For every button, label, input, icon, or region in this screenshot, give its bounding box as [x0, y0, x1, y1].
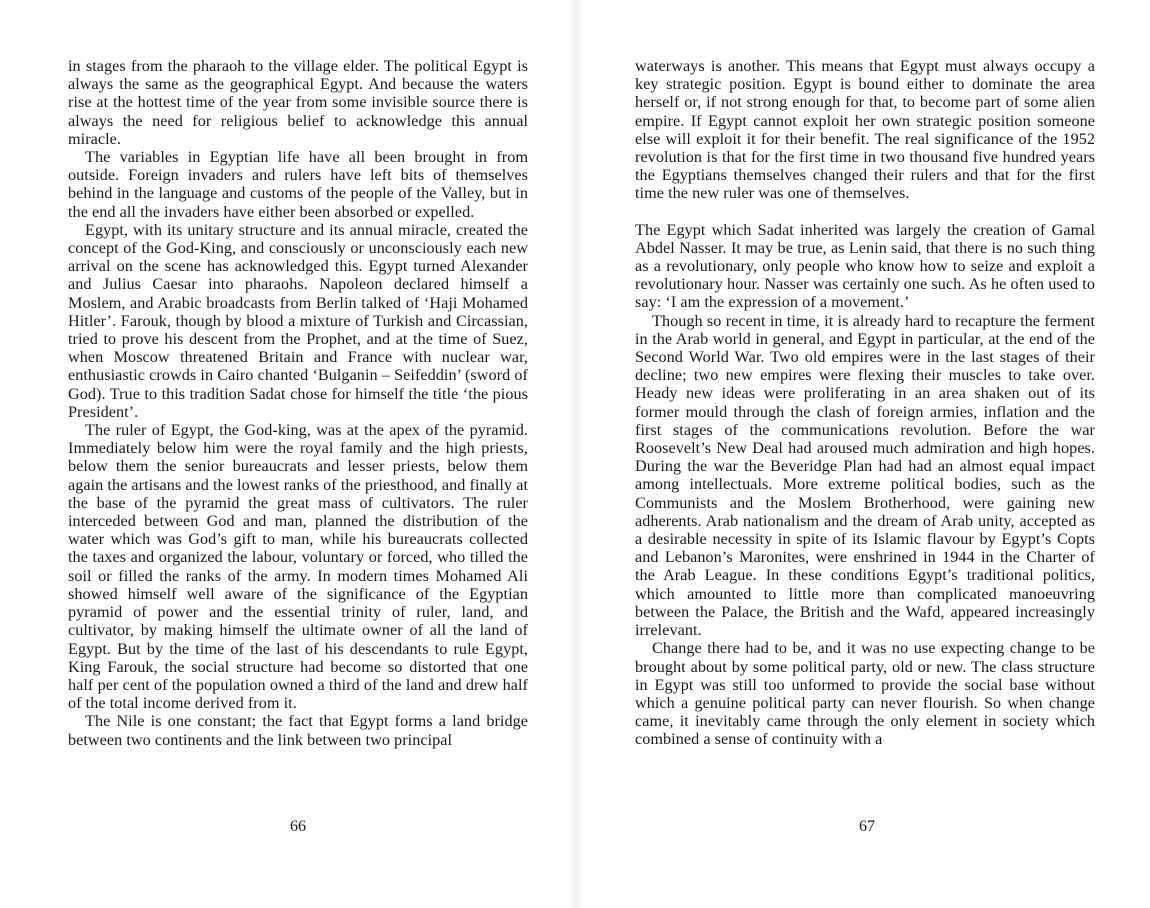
- page-number: 66: [290, 818, 306, 835]
- page-number: 67: [859, 818, 875, 835]
- paragraph: The Nile is one constant; the fact that Egypt forms a land bridge between two continents and the link between two principal: [68, 712, 528, 749]
- right-page: [575, 0, 1150, 908]
- paragraph: Egypt, with its unitary structure and its annual miracle, created the concept of the God-King, and consciously or unconsciously each new arrival on the scene has acknowledged this. Egypt turned Alexander and Julius Caesar into pharaohs. Napoleon declared himself a Moslem, and Arabic broadcasts from Berlin talked of ‘Haji Mohamed Hitler’. Farouk, though by blood a mixture of Turkish and Circassian, tried to prove his descent from the Prophet, and at the time of Suez, when Moscow threatened Britain and France with nuclear war, enthusiastic crowds in Cairo chanted ‘Bulganin – Seifeddin’ (sword of God). True to this tradition Sadat chose for himself the title ‘the pious President’.: [68, 220, 528, 421]
- paragraph: Though so recent in time, it is already hard to recapture the ferment in the Arab world in general, and Egypt in particular, at the end of the Second World War. Two old empires were in the last stages of their decline; two new empires were flexing their muscles to take over. Heady new ideas were proliferating in an area shaken out of its former mould through the clash of foreign armies, inflation and the first stages of the communications revolution. Before the war Roosevelt’s New Deal had aroused much admiration and high hopes. During the war the Beveridge Plan had had an almost equal impact among intellectuals. More extreme political bodies, such as the Communists and the Moslem Brotherhood, were gaining new adherents. Arab nationalism and the dream of Arab unity, accepted as a desirable necessity in spite of its Islamic flavour by Egypt’s Copts and Lebanon’s Maronites, were enshrined in 1944 in the Charter of the Arab League. In these conditions Egypt’s traditional politics, which amounted to little more than complicated manoeuvring between the Palace, the British and the Wafd, appeared increasingly irrelevant.: [635, 311, 1095, 640]
- left-page-text: [68, 57, 528, 749]
- paragraph: waterways is another. This means that Egypt must always occupy a key strategic position. Egypt is bound either to dominate the area herself or, if not strong enough for that, to become part of some alien empire. If Egypt cannot exploit her own strategic position someone else will exploit it for their benefit. The real significance of the 1952 revolution is that for the first time in two thousand five hundred years the Egyptians themselves changed their rulers and that for the first time the new ruler was one of themselves.: [635, 57, 1095, 203]
- paragraph: Change there had to be, and it was no use expecting change to be brought about by some political party, old or new. The class structure in Egypt was still too unformed to provide the social base without which a genuine political party can never flourish. So when change came, it inevitably came through the only element in society which combined a sense of continuity with a: [635, 639, 1095, 749]
- paragraph: The Egypt which Sadat inherited was largely the creation of Gamal Abdel Nasser. It may be true, as Lenin said, that there is no such thing as a revolutionary, only people who know how to seize and exploit a revolutionary hour. Nasser was certainly one such. As he often used to say: ‘I am the expression of a movement.’: [635, 220, 1095, 312]
- right-page-text: [635, 57, 1095, 749]
- paragraph: The ruler of Egypt, the God-king, was at the apex of the pyramid. Immediately below him were the royal family and the high priests, below them the senior bureaucrats and lesser priests, below them again the artisans and the lowest ranks of the priesthood, and finally at the base of the pyramid the great mass of cultivators. The ruler interceded between God and man, planned the distribution of the water which was God’s gift to man, while his bureaucrats collected the taxes and organized the labour, voluntary or forced, who tilled the soil or filled the ranks of the army. In modern times Mohamed Ali showed himself well aware of the significance of the Egyptian pyramid of power and the essential trinity of ruler, land, and cultivator, by making himself the ultimate owner of all the land of Egypt. But by the time of the last of his descendants to rule Egypt, King Farouk, the social structure had become so distorted that one half per cent of the population owned a third of the land and drew half of the total income derived from it.: [68, 421, 528, 713]
- book-gutter: [568, 0, 582, 908]
- paragraph: in stages from the pharaoh to the village elder. The political Egypt is always the same as the geographical Egypt. And because the waters rise at the hottest time of the year from some invisible source there is always the need for religious belief to acknowledge this annual miracle.: [68, 57, 528, 148]
- paragraph: The variables in Egyptian life have all been brought in from outside. Foreign invaders and rulers have left bits of themselves behind in the language and customs of the people of the Valley, but in the end all the invaders have either been absorbed or expelled.: [68, 148, 528, 221]
